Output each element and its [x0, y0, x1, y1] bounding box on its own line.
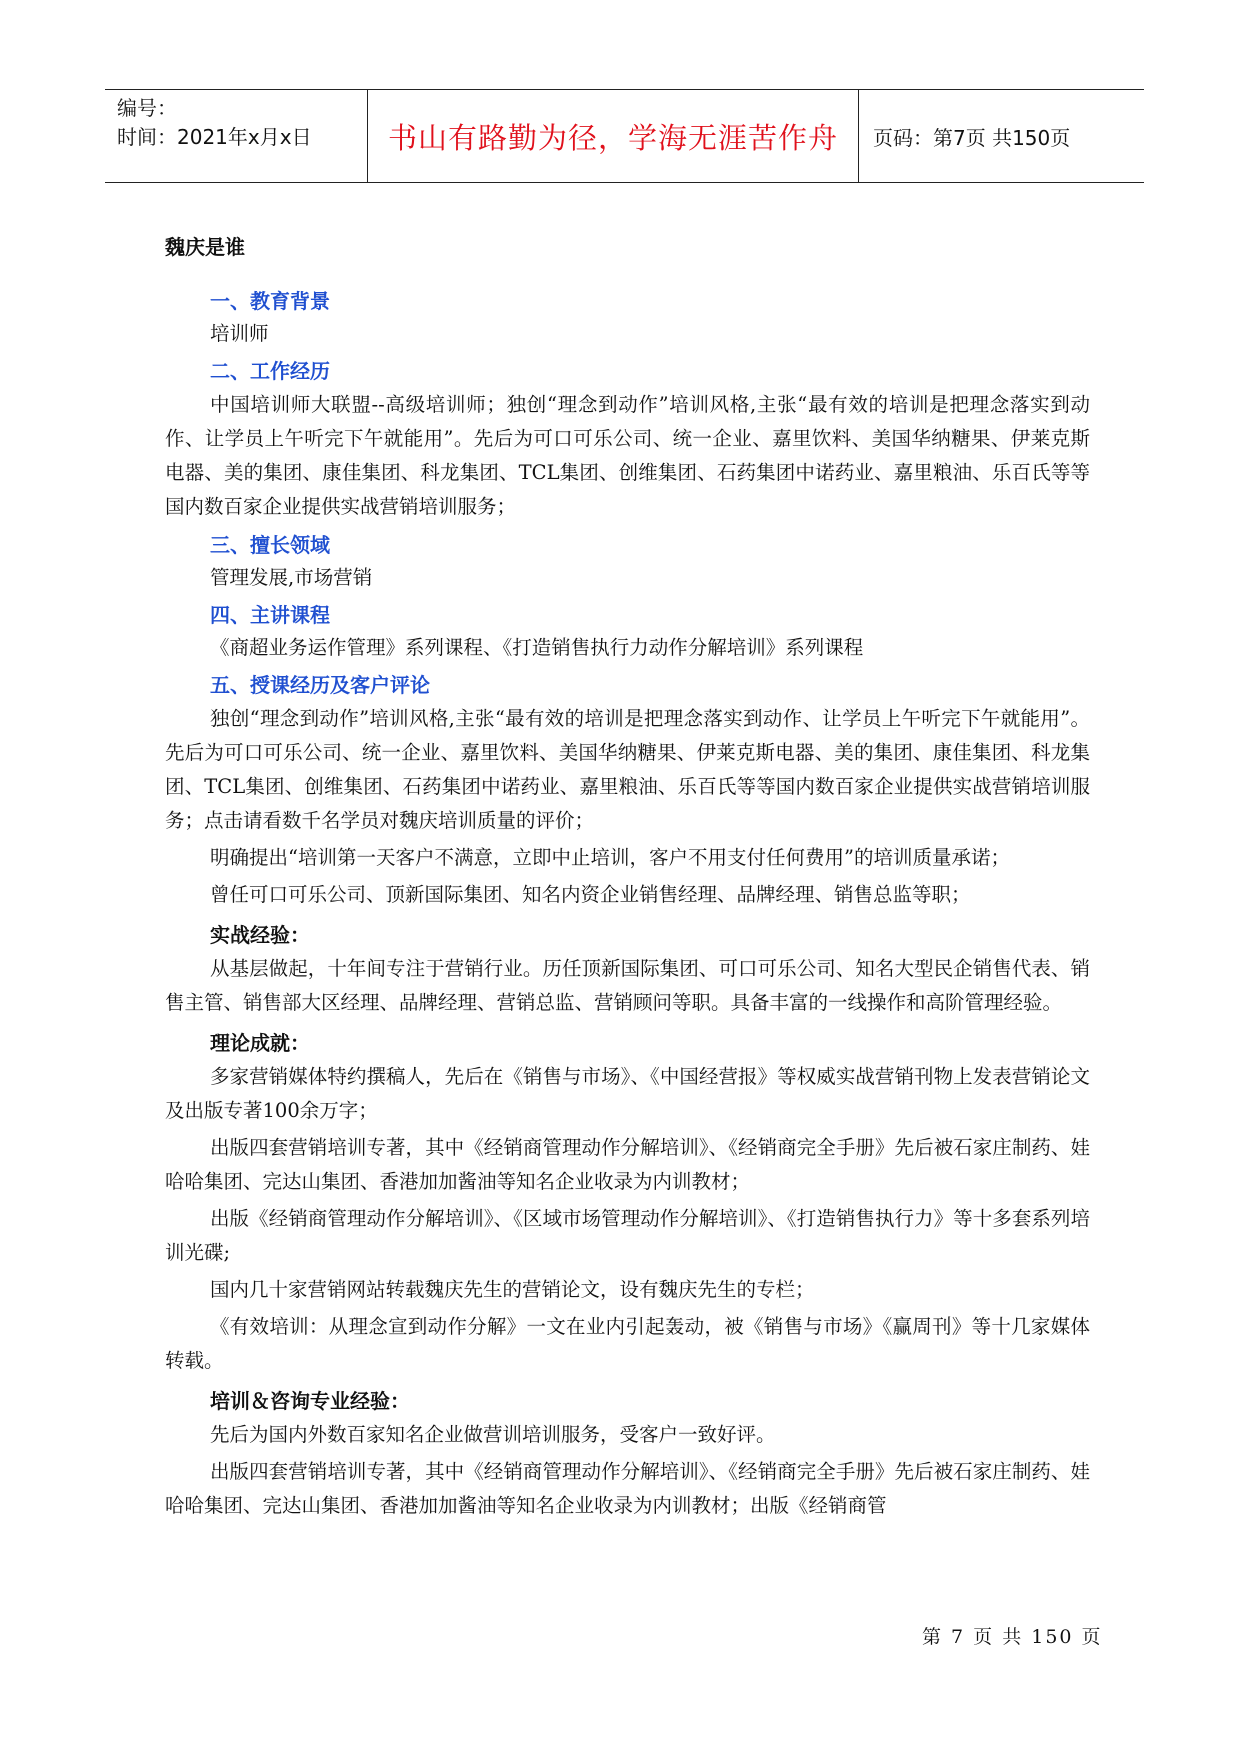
section-heading-work: 二、工作经历 [210, 359, 330, 383]
section-heading-education: 一、教育背景 [210, 289, 330, 313]
teaching-paragraph-1: 独创“理念到动作”培训风格,主张“最有效的培训是把理念落实到动作、让学员上午听完下午就能用”。先后为可口可乐公司、统一企业、嘉里饮料、美国华纳糖果、伊莱克斯电器、美的集团、康佳集团、科龙集团、TCL集团、创维集团、石药集团中诺药业、嘉里粮油、乐百氏等等国内数百家企业提供实战营销培训服务；点击请看数千名学员对魏庆培训质量的评价； [165, 707, 1090, 832]
section-heading-expertise: 三、擅长领域 [210, 533, 330, 557]
theory-paragraph-5: 《有效培训：从理念宣到动作分解》一文在业内引起轰动，被《销售与市场》《赢周刊》等十几家媒体转载。 [165, 1315, 1090, 1372]
work-paragraph: 中国培训师大联盟--高级培训师；独创“理念到动作”培训风格,主张“最有效的培训是把理念落实到动作、让学员上午听完下午就能用”。先后为可口可乐公司、统一企业、嘉里饮料、美国华纳糖果、伊莱克斯电器、美的集团、康佳集团、科龙集团、TCL集团、创维集团、石药集团中诺药业、嘉里粮油、乐百氏等等国内数百家企业提供实战营销培训服务； [165, 393, 1090, 518]
number-label: 编号： [117, 96, 177, 120]
theory-paragraph-4: 国内几十家营销网站转载魏庆先生的营销论文，设有魏庆先生的专栏； [210, 1278, 815, 1301]
teaching-paragraph-3: 曾任可口可乐公司、顶新国际集团、知名内资企业销售经理、品牌经理、销售总监等职； [210, 883, 971, 906]
courses-text: 《商超业务运作管理》系列课程、《打造销售执行力动作分解培训》系列课程 [210, 636, 864, 659]
theory-heading: 理论成就： [210, 1031, 310, 1055]
time-label: 时间：2021年x月x日 [117, 125, 312, 149]
page-header [105, 89, 1144, 183]
consulting-heading: 培训＆咨询专业经验： [210, 1389, 410, 1413]
header-meta [105, 90, 368, 182]
section-heading-teaching: 五、授课经历及客户评论 [210, 673, 430, 697]
consulting-paragraph-2: 出版四套营销培训专著，其中《经销商管理动作分解培训》、《经销商完全手册》先后被石家庄制药、娃哈哈集团、完达山集团、香港加加酱油等知名企业收录为内训教材；出版《经销商管 [165, 1460, 1090, 1517]
page-footer: 第 7 页 共 150 页 [922, 1626, 1103, 1648]
theory-paragraph-3: 出版《经销商管理动作分解培训》、《区域市场管理动作分解培训》、《打造销售执行力》等十多套系列培训光碟; [165, 1207, 1090, 1264]
practice-heading: 实战经验： [210, 923, 310, 947]
document-body [165, 232, 1090, 1526]
document-title: 魏庆是谁 [165, 235, 245, 259]
theory-paragraph-2: 出版四套营销培训专著，其中《经销商管理动作分解培训》、《经销商完全手册》先后被石家庄制药、娃哈哈集团、完达山集团、香港加加酱油等知名企业收录为内训教材； [165, 1136, 1090, 1193]
education-text: 培训师 [210, 322, 269, 345]
practice-paragraph: 从基层做起，十年间专注于营销行业。历任顶新国际集团、可口可乐公司、知名大型民企销售代表、销售主管、销售部大区经理、品牌经理、营销总监、营销顾问等职。具备丰富的一线操作和高阶管理经验。 [165, 957, 1090, 1014]
expertise-text: 管理发展,市场营销 [210, 566, 373, 589]
section-heading-courses: 四、主讲课程 [210, 603, 330, 627]
teaching-paragraph-2: 明确提出“培训第一天客户不满意，立即中止培训，客户不用支付任何费用”的培训质量承诺； [210, 846, 1010, 869]
theory-paragraph-1: 多家营销媒体特约撰稿人，先后在《销售与市场》、《中国经营报》等权威实战营销刊物上发表营销论文及出版专著100余万字； [165, 1065, 1090, 1122]
header-page-info: 页码：第7页 共150页 [873, 125, 1071, 150]
header-motto: 书山有路勤为径，学海无涯苦作舟 [368, 90, 859, 182]
consulting-paragraph-1: 先后为国内外数百家知名企业做营训培训服务，受客户一致好评。 [210, 1423, 776, 1446]
